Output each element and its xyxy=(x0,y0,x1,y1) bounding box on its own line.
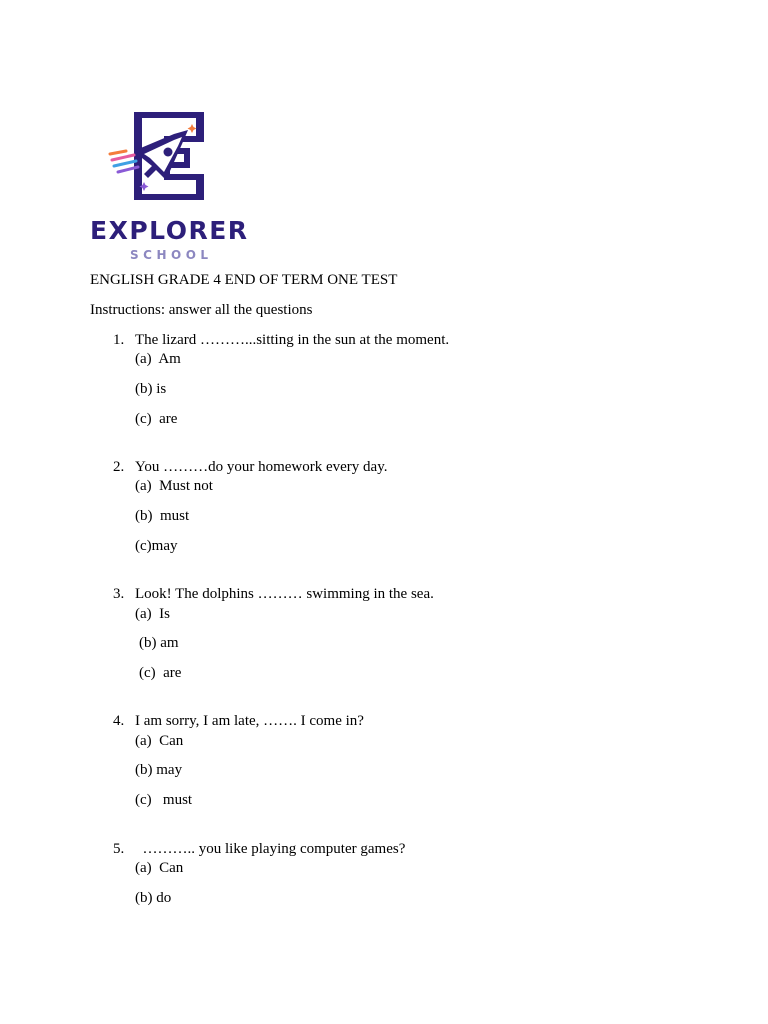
option-a: (a) Am xyxy=(135,351,181,367)
option-c: (c)may xyxy=(135,538,178,554)
question-number: 2. xyxy=(113,459,125,475)
question-text: You ………do your homework every day. xyxy=(135,459,388,475)
option-a: (a) Can xyxy=(135,733,184,749)
option-c: (c) are xyxy=(135,411,178,427)
option-b: (b) is xyxy=(135,381,167,397)
option-b: (b) do xyxy=(135,890,172,906)
question-text: The lizard ………...sitting in the sun at the moment. xyxy=(135,332,450,348)
option-b: (b) may xyxy=(135,762,183,778)
option-a: (a) Is xyxy=(135,606,170,622)
option-c: (c) must xyxy=(135,792,193,808)
rocket-e-logo-icon xyxy=(108,108,208,204)
question-number: 5. xyxy=(113,841,125,857)
question-text: I am sorry, I am late, ……. I come in? xyxy=(135,713,364,729)
question-text: ……….. you like playing computer games? xyxy=(135,841,406,857)
instructions: Instructions: answer all the questions xyxy=(90,302,313,318)
logo-wordmark: EXPLORER xyxy=(90,216,249,245)
option-b: (b) am xyxy=(139,635,179,651)
question-number: 3. xyxy=(113,586,125,602)
logo-subword: SCHOOL xyxy=(130,248,213,262)
question-text: Look! The dolphins ……… swimming in the sea. xyxy=(135,586,434,602)
option-c: (c) are xyxy=(139,665,182,681)
test-title: ENGLISH GRADE 4 END OF TERM ONE TEST xyxy=(90,272,398,288)
option-a: (a) Can xyxy=(135,860,184,876)
explorer-school-logo xyxy=(88,108,252,266)
option-a: (a) Must not xyxy=(135,478,213,494)
question-number: 1. xyxy=(113,332,125,348)
question-number: 4. xyxy=(113,713,125,729)
option-b: (b) must xyxy=(135,508,190,524)
